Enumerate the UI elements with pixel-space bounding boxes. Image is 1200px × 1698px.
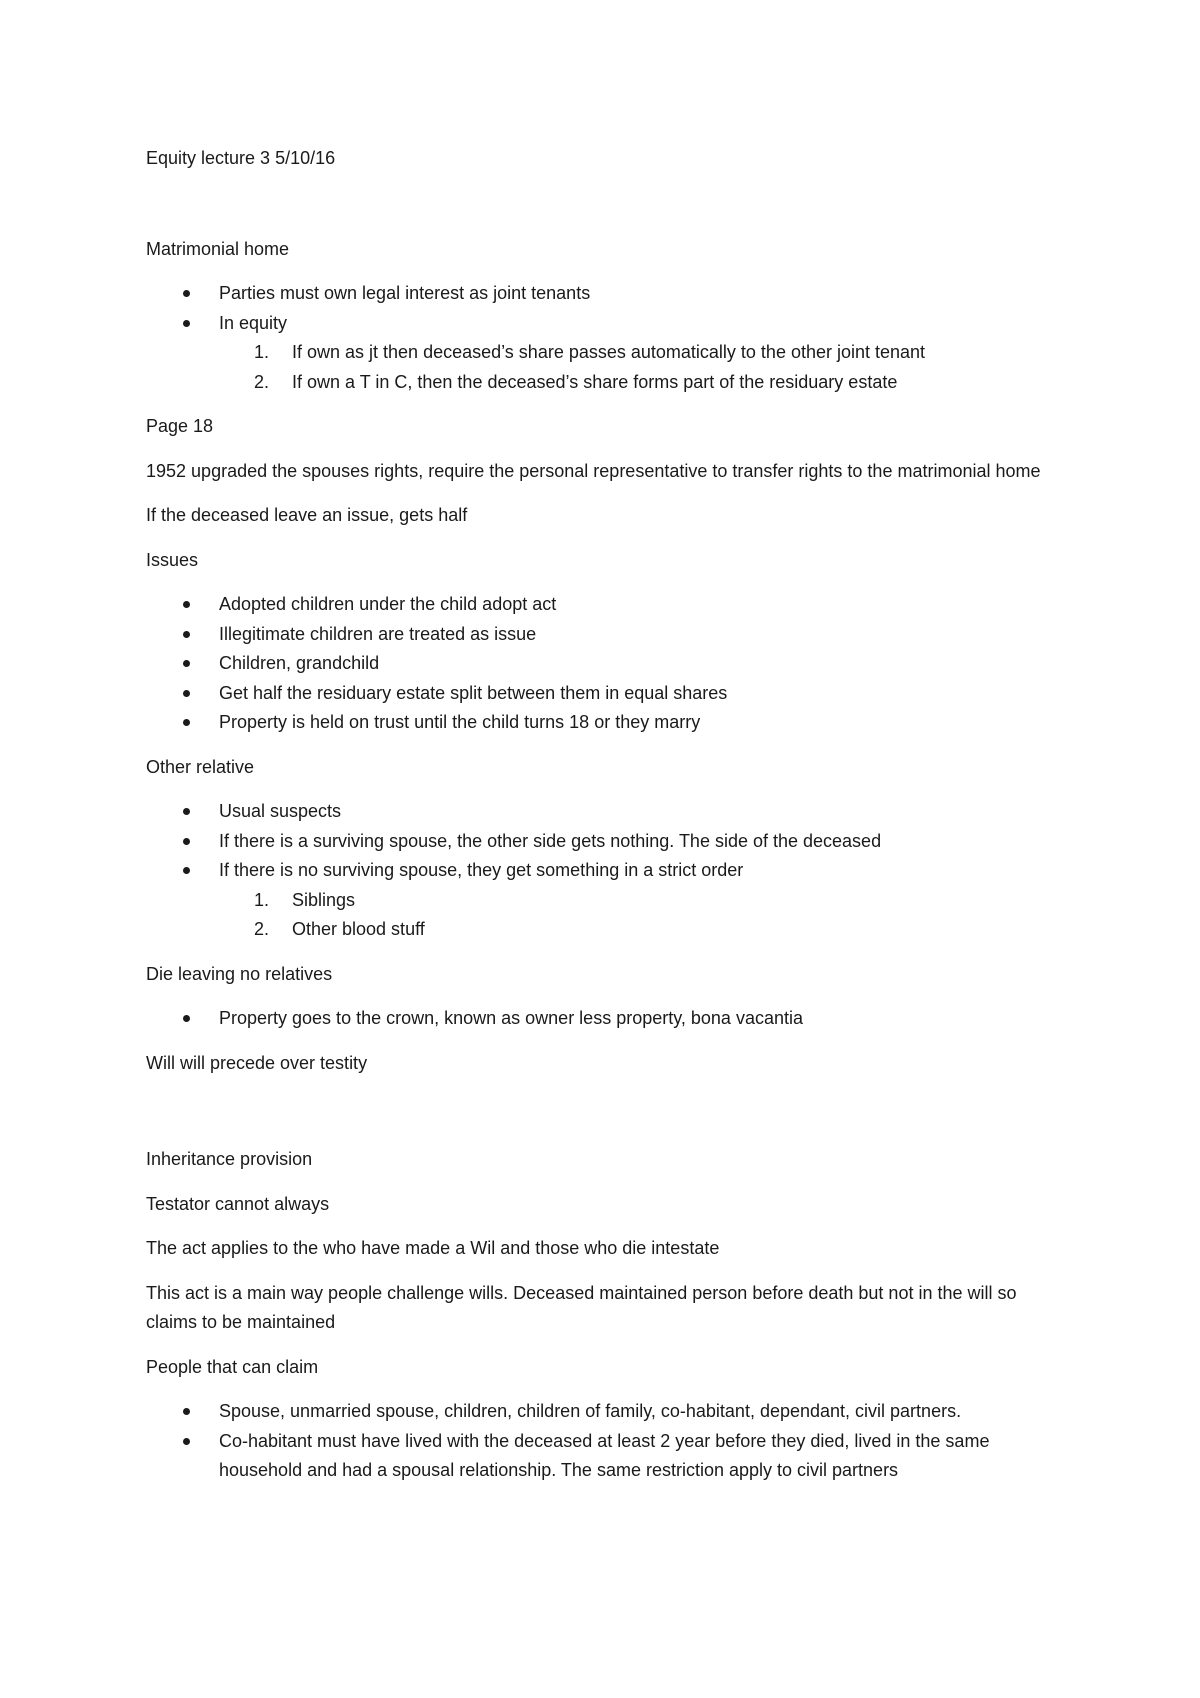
page-title: Equity lecture 3 5/10/16 — [146, 148, 336, 168]
item-number: 2. — [254, 371, 270, 392]
section-heading-other-relative: Other relative — [146, 756, 255, 777]
numbered-item — [219, 915, 1066, 945]
numbered-item — [219, 338, 1066, 368]
bullet-icon — [183, 1438, 190, 1445]
list-item-text: If there is no surviving spouse, they get something in a strict order — [219, 860, 744, 880]
bullet-icon — [183, 660, 190, 667]
bullet-icon — [183, 320, 190, 327]
list-item — [146, 590, 1066, 620]
bullet-icon — [183, 838, 190, 845]
bullet-icon — [183, 601, 190, 608]
list-item-text: Co-habitant must have lived with the deceased at least 2 year before they died, lived in the same household and had a spousal relationship. The same restriction apply to civil partners — [219, 1430, 990, 1480]
matrimonial-bullet-list — [146, 279, 1066, 397]
item-number: 2. — [254, 919, 270, 939]
list-item-text: Adopted children under the child adopt act — [219, 594, 557, 614]
paragraph-1952: 1952 upgraded the spouses rights, require the personal representative to transfer rights to the matrimonial home — [146, 460, 1041, 481]
list-item — [146, 856, 1066, 945]
numbered-item-text: If own a T in C, then the deceased’s share forms part of the residuary estate — [292, 371, 898, 392]
blank-gap — [146, 1093, 1066, 1145]
numbered-item-text: Other blood stuff — [292, 919, 425, 939]
page-reference: Page 18 — [146, 416, 214, 436]
list-item — [146, 797, 1066, 827]
list-item-text: Usual suspects — [219, 801, 342, 821]
numbered-item — [219, 886, 1066, 916]
list-item-text: Get half the residuary estate split between them in equal shares — [219, 682, 728, 703]
bullet-icon — [183, 290, 190, 297]
section-heading-claimants: People that can claim — [146, 1356, 319, 1377]
bullet-icon — [183, 719, 190, 726]
list-item-text: Property is held on trust until the child turns 18 or they marry — [219, 712, 701, 732]
section-heading-issues: Issues — [146, 549, 199, 570]
list-item-text: Spouse, unmarried spouse, children, children of family, co-habitant, dependant, civil partners. — [219, 1401, 962, 1421]
list-item — [146, 708, 1066, 738]
list-item — [146, 620, 1066, 650]
issues-bullet-list — [146, 590, 1066, 738]
list-item — [146, 679, 1066, 709]
list-item-text: Children, grandchild — [219, 653, 380, 673]
paragraph-will-precede: Will will precede over testity — [146, 1052, 368, 1073]
list-item-text: In equity — [219, 312, 288, 333]
list-item-text: Property goes to the crown, known as owner less property, bona vacantia — [219, 1008, 803, 1028]
list-item-text: Illegitimate children are treated as issue — [219, 623, 537, 644]
numbered-item — [219, 368, 1066, 398]
strict-order-numbered-list — [219, 886, 1066, 945]
list-item — [146, 827, 1066, 857]
paragraph-challenge-wills: This act is a main way people challenge wills. Deceased maintained person before death but not in the will so claims to be maintained — [146, 1282, 1017, 1332]
bullet-icon — [183, 690, 190, 697]
section-heading-no-relatives: Die leaving no relatives — [146, 963, 333, 984]
paragraph-issue: If the deceased leave an issue, gets half — [146, 505, 468, 525]
claimants-bullet-list — [146, 1397, 1066, 1486]
paragraph-testator: Testator cannot always — [146, 1193, 330, 1214]
list-item — [146, 1397, 1066, 1427]
other-relative-bullet-list — [146, 797, 1066, 945]
list-item-text: Parties must own legal interest as joint tenants — [219, 283, 591, 303]
list-item — [146, 649, 1066, 679]
numbered-item-text: If own as jt then deceased’s share passes automatically to the other joint tenant — [292, 342, 926, 362]
numbered-item-text: Siblings — [292, 889, 356, 910]
paragraph-act-applies: The act applies to the who have made a Wil and those who die intestate — [146, 1238, 720, 1258]
list-item-text: If there is a surviving spouse, the other side gets nothing. The side of the deceased — [219, 830, 882, 851]
bullet-icon — [183, 1015, 190, 1022]
section-heading-inheritance: Inheritance provision — [146, 1149, 313, 1169]
item-number: 1. — [254, 889, 270, 910]
list-item — [146, 279, 1066, 309]
list-item — [146, 1004, 1066, 1034]
item-number: 1. — [254, 342, 270, 362]
document-body — [146, 144, 1066, 1501]
section-heading-matrimonial: Matrimonial home — [146, 238, 290, 259]
bullet-icon — [183, 631, 190, 638]
equity-numbered-list — [219, 338, 1066, 397]
list-item — [146, 1427, 1066, 1486]
bullet-icon — [183, 808, 190, 815]
list-item — [146, 309, 1066, 398]
no-relatives-bullet-list — [146, 1004, 1066, 1034]
bullet-icon — [183, 1408, 190, 1415]
bullet-icon — [183, 867, 190, 874]
